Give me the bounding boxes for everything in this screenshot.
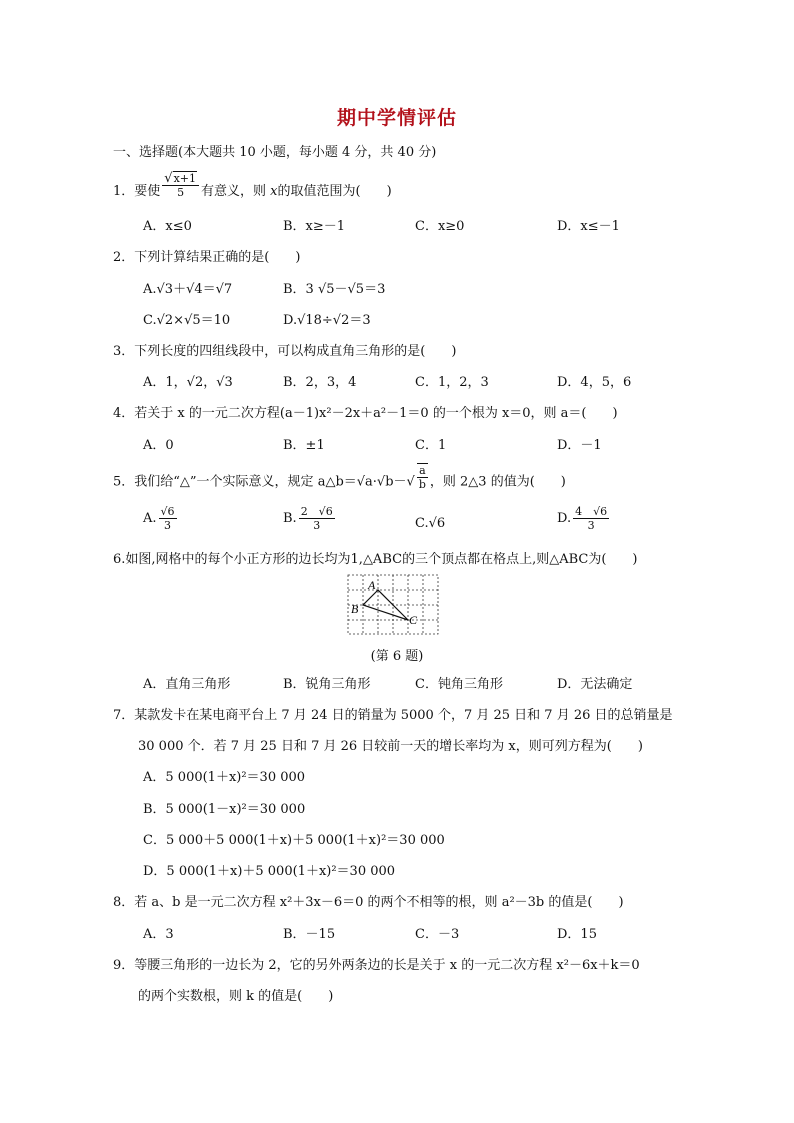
q1-fraction: $\frac{√x+1}{5}$ [162, 172, 199, 199]
q5-d-label: D. [557, 511, 572, 526]
q2-option-d[interactable]: D.√18÷√2＝3 [283, 313, 371, 328]
q5-option-d[interactable] [557, 505, 611, 532]
q3-option-d[interactable]: D．4，5，6 [557, 375, 632, 390]
q4-option-d[interactable]: D．－1 [557, 438, 602, 453]
q5-a-den: 3 [164, 519, 172, 532]
q2-option-c[interactable]: C.√2×√5＝10 [143, 313, 231, 328]
q1-option-a[interactable]: A．x≤0 [143, 219, 192, 234]
q7-option-b[interactable]: B．5 000(1－x)²＝30 000 [143, 802, 306, 817]
q1-fraction-num: x+1 [173, 172, 196, 185]
q4-option-a[interactable]: A．0 [143, 438, 174, 453]
q5-option-b[interactable] [283, 505, 337, 532]
q8-option-d[interactable]: D．15 [557, 927, 597, 942]
q5-d-num: 4 √6 [575, 505, 608, 518]
vertex-b-label: B [351, 602, 359, 616]
q1-text-a: 1．要使 [113, 184, 161, 199]
question-8-stem: 8．若 a、b 是一元二次方程 x²＋3x－6＝0 的两个不相等的根，则 a²－3b 的值是( ) [113, 895, 624, 910]
question-9-stem-line2: 的两个实数根，则 k 的值是( ) [138, 989, 334, 1004]
q1-option-b[interactable]: B．x≥－1 [283, 219, 346, 234]
q5-b-frac [299, 505, 335, 532]
q5-b-num: 2 √6 [300, 505, 333, 518]
question-3-stem: 3．下列长度的四组线段中，可以构成直角三角形的是( ) [113, 344, 457, 359]
q7-option-d[interactable]: D．5 000(1＋x)＋5 000(1＋x)²＝30 000 [143, 864, 396, 879]
q5-d-den: 3 [587, 519, 595, 532]
q5-fraction-num: a [417, 464, 428, 478]
q6-option-c[interactable]: C．钝角三角形 [415, 677, 503, 692]
q5-a-label: A. [143, 511, 157, 526]
q5-option-a[interactable] [143, 505, 179, 532]
q3-option-a[interactable]: A．1，√2，√3 [143, 375, 233, 390]
q5-b-label: B. [283, 511, 297, 526]
q1-var: x [270, 184, 278, 199]
question-2-stem: 2．下列计算结果正确的是( ) [113, 250, 301, 265]
q5-option-c[interactable]: C.√6 [415, 516, 446, 531]
page-title: 期中学情评估 [336, 107, 457, 129]
q3-option-c[interactable]: C．1，2，3 [415, 375, 489, 390]
q5-fraction-den: b [418, 478, 426, 491]
q7-option-c[interactable]: C．5 000＋5 000(1＋x)＋5 000(1＋x)²＝30 000 [143, 833, 445, 848]
q5-a-frac [159, 505, 177, 532]
q6-option-d[interactable]: D．无法确定 [557, 677, 633, 692]
q1-fraction-den: 5 [177, 186, 185, 199]
q5-text-b: ，则 2△3 的值为( ) [429, 474, 566, 490]
q5-b-den: 3 [313, 519, 321, 532]
vertex-a-label: A [368, 578, 376, 592]
question-7-stem-line1: 7．某款发卡在某电商平台上 7 月 24 日的销量为 5000 个，7 月 25 日和 7 月 26 日的总销量是 [113, 708, 673, 723]
question-4-stem: 4．若关于 x 的一元二次方程(a－1)x²－2x＋a²－1＝0 的一个根为 x＝0，则 a＝( ) [113, 406, 618, 421]
question-7-stem-line2: 30 000 个．若 7 月 25 日和 7 月 26 日较前一天的增长率均为 x，则可列方程为( ) [138, 739, 643, 754]
q4-option-c[interactable]: C．1 [415, 438, 447, 453]
question-5-stem: 5．我们给“△”一个实际意义，规定 a△b＝√a·√b－√ $\frac{a}{b}$ ，则 2△3 的值为( ) [113, 464, 566, 491]
question-9-stem-line1: 9．等腰三角形的一边长为 2，它的另外两条边的长是关于 x 的一元二次方程 x²－6x＋k＝0 [113, 958, 640, 973]
q8-option-c[interactable]: C．－3 [415, 927, 460, 942]
q6-caption: (第 6 题) [370, 649, 424, 664]
q3-option-b[interactable]: B．2，3，4 [283, 375, 357, 390]
q1-option-c[interactable]: C．x≥0 [415, 219, 465, 234]
q7-option-a[interactable]: A．5 000(1＋x)²＝30 000 [143, 770, 306, 785]
q1-text-b: 有意义，则 [201, 184, 267, 199]
q1-option-d[interactable]: D．x≤－1 [557, 219, 620, 234]
q2-option-a[interactable]: A.√3＋√4＝√7 [143, 282, 233, 297]
q2-option-b[interactable]: B．3 √5－√5＝3 [283, 282, 386, 297]
question-6-stem: 6.如图,网格中的每个小正方形的边长均为1,△ABC的三个顶点都在格点上,则△ABC为( ) [113, 552, 638, 567]
q6-grid-figure [347, 574, 441, 636]
q8-option-b[interactable]: B．－15 [283, 927, 336, 942]
vertex-c-label: C [409, 613, 418, 627]
q6-option-b[interactable]: B．锐角三角形 [283, 677, 371, 692]
q5-text-a: 5．我们给“△”一个实际意义，规定 a△b＝√a·√b－ [113, 474, 407, 490]
q5-d-frac [573, 505, 609, 532]
section-heading: 一、选择题(本大题共 10 小题，每小题 4 分，共 40 分) [113, 145, 437, 160]
q6-option-a[interactable]: A．直角三角形 [143, 677, 231, 692]
q5-a-num: √6 [160, 505, 175, 518]
q1-text-d: 的取值范围为( ) [277, 184, 392, 199]
q4-option-b[interactable]: B．±1 [283, 438, 325, 453]
question-1-stem [113, 171, 392, 201]
q5-fraction [417, 463, 428, 491]
q8-option-a[interactable]: A．3 [143, 927, 174, 942]
